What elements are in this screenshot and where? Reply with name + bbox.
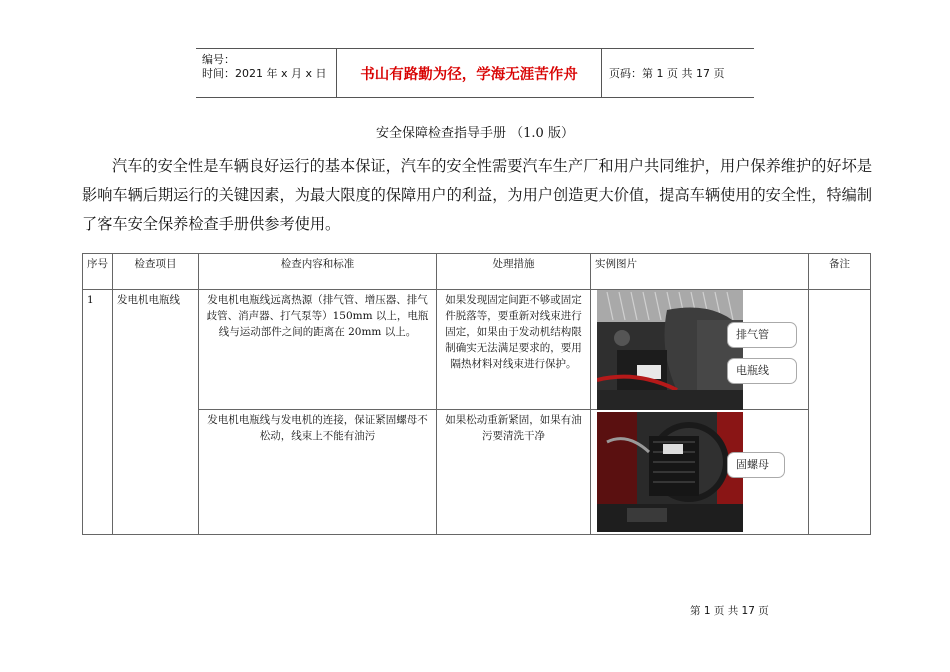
callout-exhaust-pipe: 排气管 [727,322,797,348]
header-meta [196,49,336,97]
page-header [196,48,754,98]
row-measure: 如果发现固定间距不够或固定件脱落等，要重新对线束进行固定，如果由于发动机结构限制确实无法满足要求的，要用隔热材料对线束进行保护。 [437,290,591,410]
row-photo-cell [591,410,809,535]
number-label: 编号： [202,53,235,66]
header-measure: 处理措施 [437,254,591,290]
table-row [83,290,871,410]
row-seq: 1 [83,290,113,535]
row-photo-cell [591,290,809,410]
row-content: 发电机电瓶线与发电机的连接，保证紧固螺母不松动，线束上不能有油污 [199,410,437,535]
header-slogan: 书山有路勤为径，学海无涯苦作舟 [336,49,602,97]
intro-paragraph: 汽车的安全性是车辆良好运行的基本保证，汽车的安全性需要汽车生产厂和用户共同维护，用户保养维护的好坏是影响车辆后期运行的关键因素，为最大限度的保障用户的利益，为用户创造更大价值，提高车辆使用的安全性，特编制了客车安全保养检查手册供参考使用。 [82,157,872,233]
callout-battery-cable: 电瓶线 [727,358,797,384]
row-note [809,290,871,535]
table-row [83,410,871,535]
footer-page-number: 第 1 页 共 17 页 [690,605,769,617]
inspection-table [82,253,871,535]
alternator-photo [597,412,743,532]
header-seq: 序号 [83,254,113,290]
engine-exhaust-photo [597,290,743,410]
time-label: 时间：2021 年 x 月 x 日 [202,67,327,80]
header-item: 检查项目 [113,254,199,290]
header-photo: 实例图片 [591,254,809,290]
document-title: 安全保障检查指导手册 （1.0 版） [376,126,574,141]
header-content: 检查内容和标准 [199,254,437,290]
row-content: 发电机电瓶线远离热源（排气管、增压器、排气歧管、消声器、打气泵等）150mm 以上，电瓶线与运动部件之间的距离在 20mm 以上。 [199,290,437,410]
table-header-row [83,254,871,290]
row-measure: 如果松动重新紧固，如果有油污要清洗干净 [437,410,591,535]
header-page-label: 页码：第 1 页 共 17 页 [609,67,725,80]
header-note: 备注 [809,254,871,290]
callout-fastening-nut: 固螺母 [727,452,785,478]
row-item: 发电机电瓶线 [113,290,199,535]
